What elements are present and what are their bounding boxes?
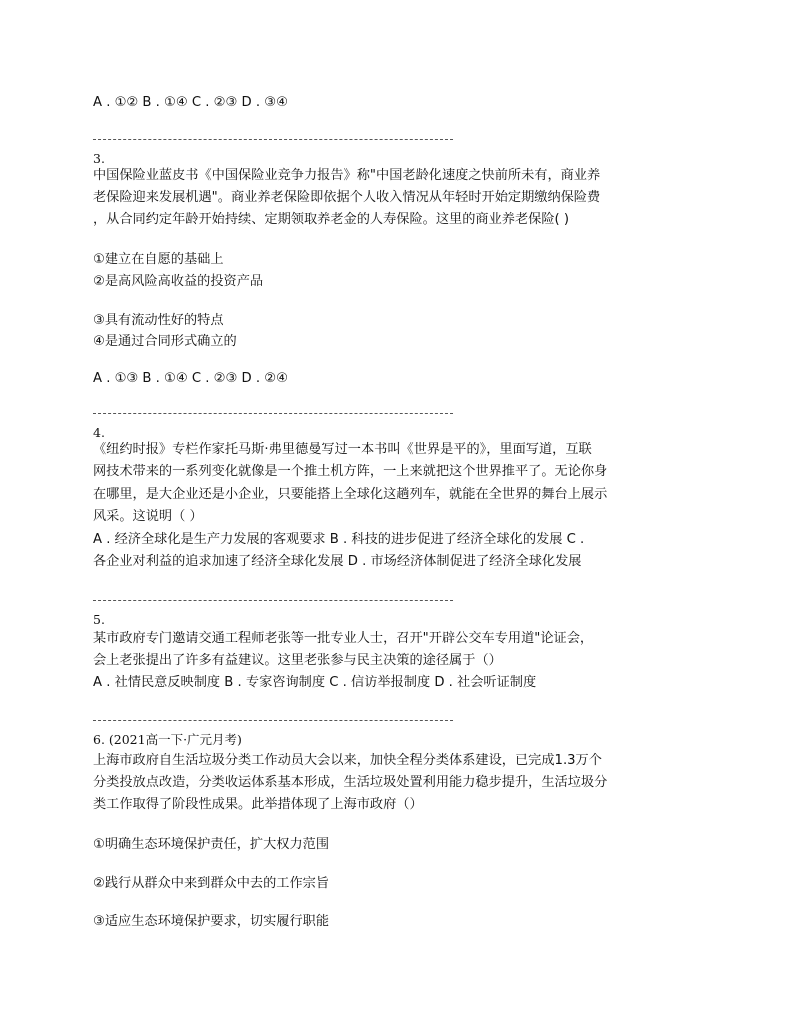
q4-stem-line: 风采。这说明（ ） (93, 509, 203, 524)
q6-item: ①明确生态环境保护责任，扩大权力范围 (93, 837, 330, 852)
q6-stem-line: 上海市政府自生活垃圾分类工作动员大会以来，加快全程分类体系建设，已完成1.3万个 (93, 753, 602, 768)
separator-line (93, 720, 453, 721)
q3-item: ②是高风险高收益的投资产品 (93, 274, 264, 289)
q3-number: 3. (93, 151, 105, 166)
q5-stem-line: 某市政府专门邀请交通工程师老张等一批专业人士，召开"开辟公交车专用道"论证会， (93, 631, 594, 646)
q5-stem-line: 会上老张提出了许多有益建议。这里老张参与民主决策的途径属于（） (93, 653, 502, 668)
q6-number: 6. (2021高一下·广元月考) (93, 732, 242, 747)
q3-stem-line: 老保险迎来发展机遇"。商业养老保险即依据个人收入情况从年轻时开始定期缴纳保险费 (93, 190, 601, 205)
q6-item: ③适应生态环境保护要求，切实履行职能 (93, 914, 330, 929)
q3-item: ④是通过合同形式确立的 (93, 334, 237, 349)
separator-line (93, 600, 453, 601)
q3-item: ①建立在自愿的基础上 (93, 252, 224, 267)
q6-stem-line: 分类投放点改造，分类收运体系基本形成，生活垃圾处置利用能力稳步提升，生活垃圾分 (93, 775, 608, 790)
q4-stem-line: 《纽约时报》专栏作家托马斯·弗里德曼写过一本书叫《世界是平的》，里面写道，互联 (93, 442, 592, 457)
q5-options: A . 社情民意反映制度 B . 专家咨询制度 C . 信访举报制度 D . 社会听证制度 (93, 675, 537, 690)
q4-options-line: A . 经济全球化是生产力发展的客观要求 B . 科技的进步促进了经济全球化的发展 C . (93, 532, 585, 547)
q4-number: 4. (93, 425, 105, 440)
q6-item: ②践行从群众中来到群众中去的工作宗旨 (93, 876, 330, 891)
q4-stem-line: 在哪里，是大企业还是小企业，只要能搭上全球化这趟列车，就能在全世界的舞台上展示 (93, 487, 608, 502)
q5-number: 5. (93, 612, 105, 627)
q3-options: A . ①③ B . ①④ C . ②③ D . ②④ (93, 371, 288, 386)
separator-line (93, 139, 453, 140)
q4-stem-line: 网技术带来的一系列变化就像是一个推土机方阵，一上来就把这个世界推平了。无论你身 (93, 464, 608, 479)
separator-line (93, 413, 453, 414)
q4-options-line: 各企业对利益的追求加速了经济全球化发展 D . 市场经济体制促进了经济全球化发展 (93, 554, 582, 569)
q2-options: A . ①② B . ①④ C . ②③ D . ③④ (93, 95, 288, 110)
q3-stem-line: ，从合同约定年龄开始持续、定期领取养老金的人寿保险。这里的商业养老保险( ) (93, 212, 570, 227)
q3-stem-line: 中国保险业蓝皮书《中国保险业竞争力报告》称"中国老龄化速度之快前所未有，商业养 (93, 168, 601, 183)
q6-stem-line: 类工作取得了阶段性成果。此举措体现了上海市政府（） (93, 797, 423, 812)
q3-item: ③具有流动性好的特点 (93, 313, 224, 328)
